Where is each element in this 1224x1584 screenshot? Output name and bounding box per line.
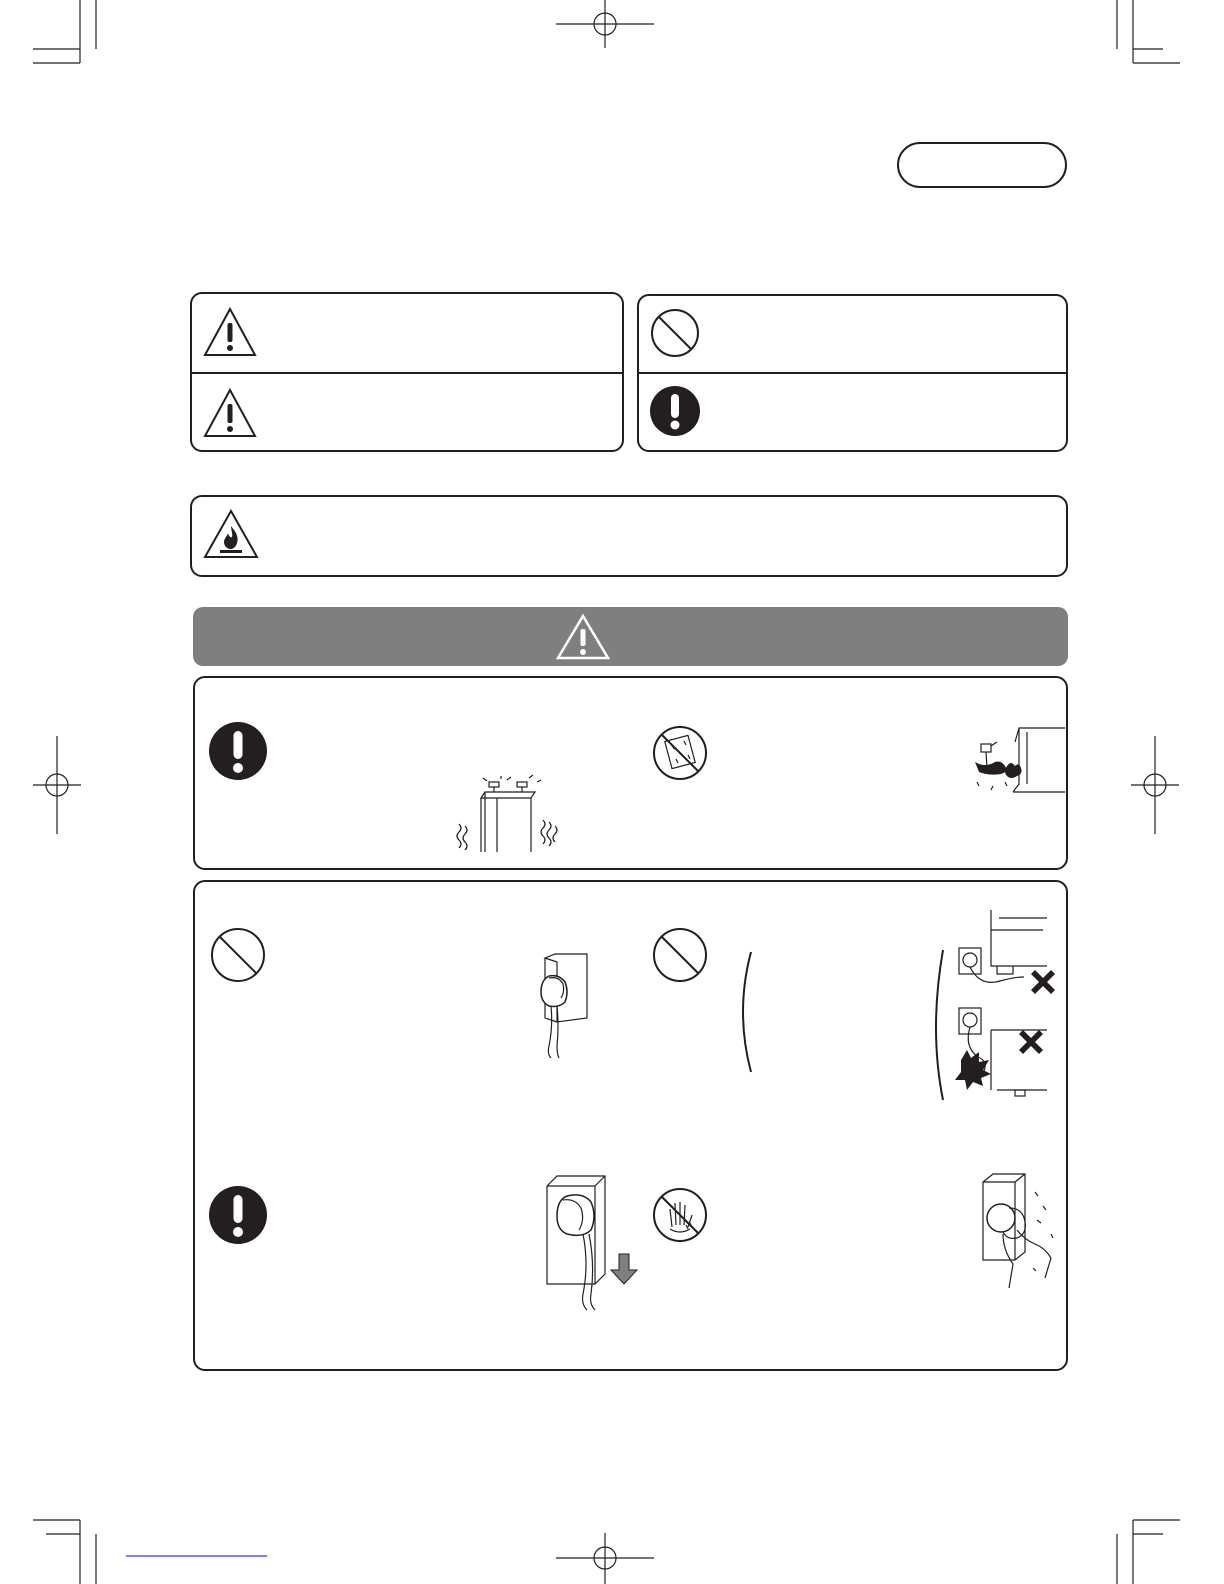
warning-band-icon <box>555 613 611 661</box>
legend-severity-box <box>190 292 624 452</box>
wet-hand-plug-illustration <box>973 1172 1065 1294</box>
mandatory-icon <box>208 721 268 781</box>
no-water-icon <box>650 723 710 783</box>
page-badge <box>897 142 1067 188</box>
mandatory-icon <box>649 385 701 437</box>
registration-mark-left <box>33 736 81 834</box>
crop-mark-top-right <box>1117 0 1180 63</box>
crop-mark-bottom-right <box>1117 1520 1180 1584</box>
warning-section-1 <box>193 676 1068 870</box>
no-wet-hands-icon <box>650 1185 710 1245</box>
prohibited-icon <box>649 307 701 359</box>
pull-plug-illustration <box>545 1174 641 1314</box>
flammable-notice-box <box>190 495 1068 577</box>
crop-mark-top-left <box>33 0 96 63</box>
prohibited-icon <box>650 925 710 985</box>
legend-symbol-box <box>637 294 1068 452</box>
warning-triangle-icon <box>202 306 258 358</box>
earthquake-refrigerator-illustration <box>445 774 565 856</box>
wet-power-plug-illustration <box>973 722 1065 812</box>
crushed-cord-illustration <box>937 910 1065 1090</box>
warning-section-2 <box>193 880 1068 1371</box>
crop-mark-bottom-left <box>33 1520 96 1584</box>
warning-band <box>193 607 1068 666</box>
prohibited-icon <box>208 925 268 985</box>
registration-mark-bottom <box>556 1533 654 1584</box>
registration-mark-right <box>1131 736 1179 834</box>
caution-triangle-icon <box>202 387 258 439</box>
plug-in-socket-illustration <box>531 948 591 1060</box>
flammable-warning-icon <box>202 508 260 560</box>
bracket-left <box>739 950 753 1074</box>
mandatory-icon <box>208 1185 268 1245</box>
registration-mark-top <box>556 0 654 48</box>
